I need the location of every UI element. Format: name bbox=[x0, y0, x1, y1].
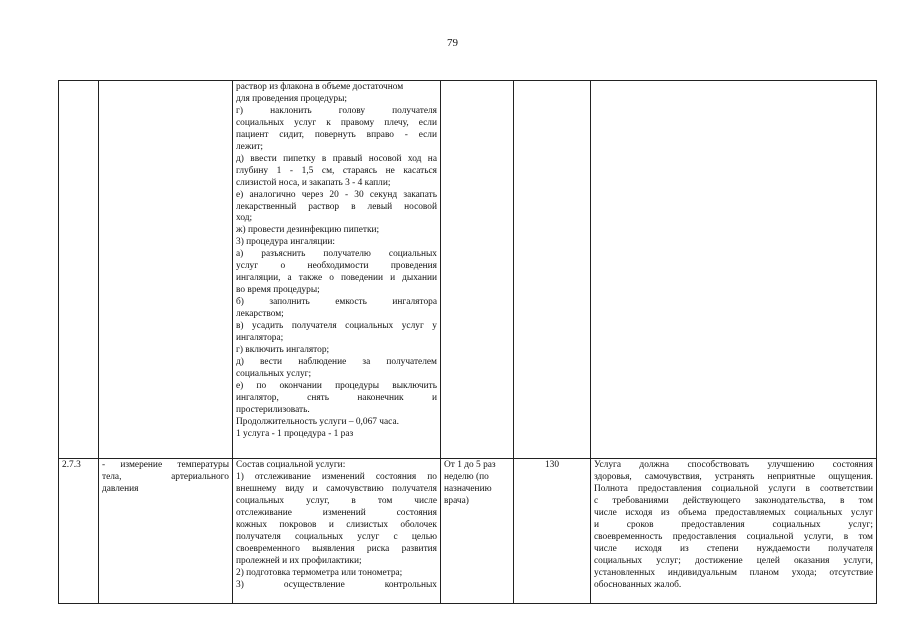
procedure-line: г) наклонить голову получателя bbox=[236, 105, 437, 116]
service-content-line: отслеживание изменений состояния bbox=[236, 507, 437, 518]
service-content-line: 2) подготовка термометра или тонометра; bbox=[236, 567, 403, 578]
procedure-line: ингалятор, снять наконечник и bbox=[236, 392, 437, 403]
cell-frequency-empty bbox=[441, 81, 514, 459]
service-quality-line: Полнота предоставления социальной услуги в соответствии bbox=[594, 483, 873, 494]
procedure-line: ж) провести дезинфекцию пипетки; bbox=[236, 225, 380, 236]
service-quality-line: здоровья, самочувствия, устранять неприятные ощущения. bbox=[594, 471, 873, 482]
page-number: 79 bbox=[447, 37, 458, 49]
service-content-line: внешнему виду и самочувствию получателя bbox=[236, 483, 437, 494]
procedure-line: Продолжительность услуги – 0,067 часа. bbox=[236, 416, 399, 427]
procedure-line: д) вести наблюдение за получателем bbox=[236, 356, 437, 367]
service-name-line: давления bbox=[102, 483, 139, 494]
procedure-line: а) разъяснить получателю социальных bbox=[236, 249, 437, 260]
service-quality-line: с требованиями действующего законодательства, в том bbox=[594, 495, 873, 506]
procedure-line: лекарством; bbox=[236, 309, 284, 320]
procedure-line: лекарственный раствор в левый носовой bbox=[236, 201, 437, 212]
procedure-line: во время процедуры; bbox=[236, 285, 320, 296]
service-quality-line: числе исходя из степени нуждаемости получателя bbox=[594, 543, 873, 554]
procedure-line: глубину 1 - 1,5 см, стараясь не касаться bbox=[236, 165, 437, 176]
procedure-line: ход; bbox=[236, 213, 253, 224]
procedure-line: раствор из флакона в объеме достаточном bbox=[236, 82, 404, 92]
service-quality-line: Услуга должна способствовать улучшению состояния bbox=[594, 460, 873, 470]
service-content-line: Состав социальной услуги: bbox=[236, 460, 346, 470]
procedure-line: г) включить ингалятор; bbox=[236, 344, 330, 355]
service-quality-line: своевременность предоставления социальной услуги, в том bbox=[594, 531, 873, 542]
service-quality-line: и сроков предоставления социальных услуг; bbox=[594, 519, 873, 530]
cell-number-empty bbox=[59, 81, 99, 459]
service-quality-line: числе исходя из объема предоставляемых социальных услуг bbox=[594, 507, 873, 518]
service-content-line: 3) осуществление контрольных bbox=[236, 579, 437, 590]
service-frequency-text bbox=[444, 460, 510, 508]
cell-service-name bbox=[99, 459, 233, 604]
service-frequency-line: От 1 до 5 раз bbox=[444, 460, 496, 470]
service-content-line: 1) отслеживание изменений состояния по bbox=[236, 471, 437, 482]
service-frequency-line: неделю (по bbox=[444, 471, 489, 482]
cell-service-tariff: 130 bbox=[514, 459, 591, 604]
service-content-line: своевременного выявления риска развития bbox=[236, 543, 437, 554]
service-quality-line: социальных услуг; достижение целей оказания услуги, bbox=[594, 555, 873, 566]
service-frequency-line: назначению bbox=[444, 483, 492, 494]
service-quality-line: обоснованных жалоб. bbox=[594, 579, 682, 590]
service-content-line: пролежней и их профилактики; bbox=[236, 555, 362, 566]
service-content-text bbox=[236, 460, 437, 591]
cell-procedure-continued bbox=[233, 81, 441, 459]
procedure-line: 3) процедура ингаляции: bbox=[236, 237, 336, 248]
cell-service-content bbox=[233, 459, 441, 604]
cell-service-frequency bbox=[441, 459, 514, 604]
cell-service-quality bbox=[591, 459, 877, 604]
procedure-line: лежит; bbox=[236, 141, 264, 152]
table-row-continued bbox=[59, 81, 877, 459]
procedure-line: е) по окончании процедуры выключить bbox=[236, 380, 437, 391]
service-name-line: - измерение температуры bbox=[102, 460, 229, 470]
cell-quality-empty bbox=[591, 81, 877, 459]
procedure-line: ингаляции, а также о поведении и дыхании bbox=[236, 273, 437, 284]
service-quality-line: установленных индивидуальным планом ухода; отсутствие bbox=[594, 567, 873, 578]
procedure-line: д) ввести пипетку в правый носовой ход на bbox=[236, 153, 437, 164]
table-row-2-7-3 bbox=[59, 459, 877, 604]
procedure-text bbox=[236, 82, 437, 441]
service-frequency-line: врача) bbox=[444, 495, 469, 506]
procedure-line: ингалятора; bbox=[236, 333, 284, 344]
service-name-line: тела, артериального bbox=[102, 471, 229, 482]
cell-name-empty bbox=[99, 81, 233, 459]
procedure-line: для проведения процедуры; bbox=[236, 93, 348, 104]
procedure-line: слизистой носа, и закапать 3 - 4 капли; bbox=[236, 177, 391, 188]
procedure-line: е) аналогично через 20 - 30 секунд закапать bbox=[236, 189, 437, 200]
procedure-line: простерилизовать. bbox=[236, 404, 310, 415]
service-content-line: получателя социальных услуг с целью bbox=[236, 531, 437, 542]
service-quality-text bbox=[594, 460, 873, 591]
procedure-line: б) заполнить емкость ингалятора bbox=[236, 297, 437, 308]
procedure-line: 1 услуга - 1 процедура - 1 раз bbox=[236, 428, 354, 439]
services-table bbox=[58, 80, 877, 604]
procedure-line: услуг о необходимости проведения bbox=[236, 261, 437, 272]
service-content-line: социальных услуг, в том числе bbox=[236, 495, 437, 506]
service-content-line: кожных покровов и слизистых оболочек bbox=[236, 519, 437, 530]
cell-tariff-empty bbox=[514, 81, 591, 459]
procedure-line: в) усадить получателя социальных услуг у bbox=[236, 321, 437, 332]
procedure-line: пациент сидит, повернуть вправо - если bbox=[236, 129, 437, 140]
cell-service-number: 2.7.3 bbox=[59, 459, 99, 604]
service-name-text bbox=[102, 460, 229, 496]
procedure-line: социальных услуг; bbox=[236, 368, 312, 379]
procedure-line: социальных услуг к правому плечу, если bbox=[236, 117, 437, 128]
